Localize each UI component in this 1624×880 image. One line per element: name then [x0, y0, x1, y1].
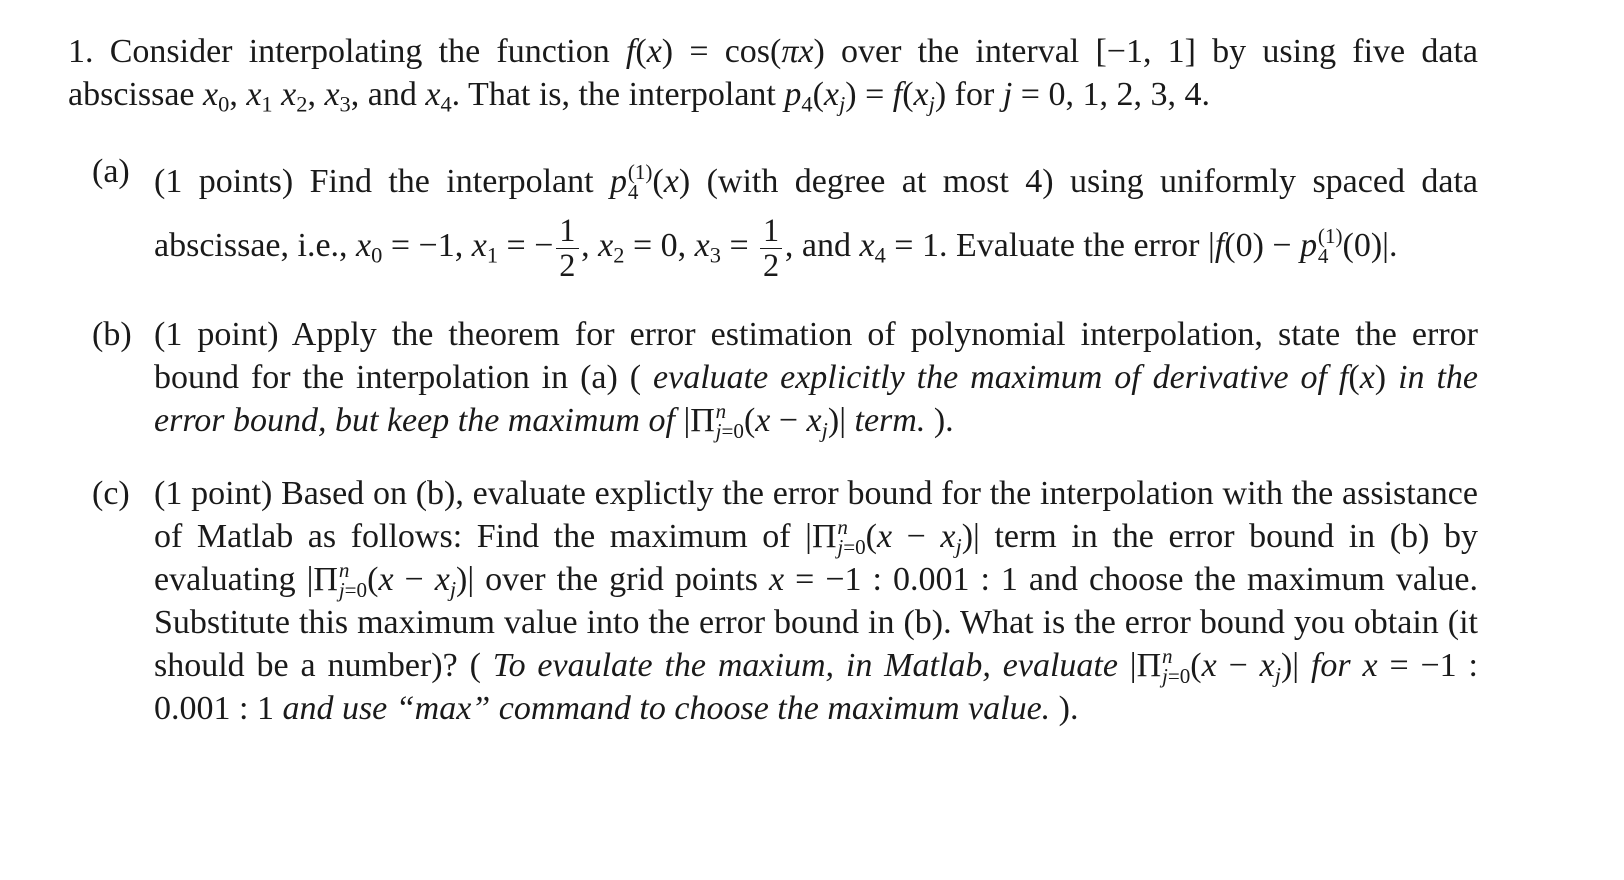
part-b-points: (1 point) — [154, 315, 279, 353]
part-c-marker: (c) — [92, 474, 130, 512]
part-c-points: (1 point) — [154, 474, 273, 512]
problem-number: 1. — [68, 33, 94, 70]
part-c: (c) (1 point) Based on (b), evaluate explictly the error bound for the interpolation with the assistance of Matlab as follows: Find the maximum of |Π n j=0 $(x - x_j)|$ term in the error bound in (b) by evaluating |Π n j=0 $(x - x_j)|$ over the grid points x = −1 : 0.001 : 1 and choose the maximum value. Substitute this maximum value into the error bound in (b). What is the error bound you obtain (it should be a number)? ( To evaulate the maxium, in Matlab, evaluate |Π n j=0 $(x - x_j)|$ for x = −1 : 0.001 : 1 and use “max” command to choose the maximum value. ). — [68, 472, 1478, 730]
part-a-marker: (a) — [92, 153, 130, 190]
part-b: (b) (1 point) Apply the theorem for error estimation of polynomial interpolation, state the error bound for the interpolation in (a) ( evaluate explicitly the maximum of derivative of f(x) in the error bound, but keep the maximum of |Π n j=0 $(x - x_j)|$ term. ). — [68, 313, 1478, 442]
problem-intro: 1. Consider interpolating the function f(x) = cos(πx) over the interval [−1, 1] by using five data abscissae $x_0$, $x_1$ $x_2$, $x_3$, and $x_4$. That is, the interpolant $p_4(x_j) = f(x_j)$ for j = 0, 1, 2, 3, 4. — [68, 33, 1478, 117]
problem-document — [68, 30, 1478, 760]
part-b-marker: (b) — [92, 315, 132, 353]
part-a-points: (1 points) — [154, 163, 294, 200]
part-a: (a) (1 points) Find the interpolant p (1) 4 (x) (with degree at most 4) using uniformly spaced data abscissae, i.e., $x_0 = -1$, $x_1$ = − $\frac{1}{2}$ , $x_2 = 0$, $x_3$ = $\frac{1}{2}$ , and $x_4 = 1$. Evaluate the error |f(0) − p (1) 4 (0)|. — [68, 150, 1478, 283]
